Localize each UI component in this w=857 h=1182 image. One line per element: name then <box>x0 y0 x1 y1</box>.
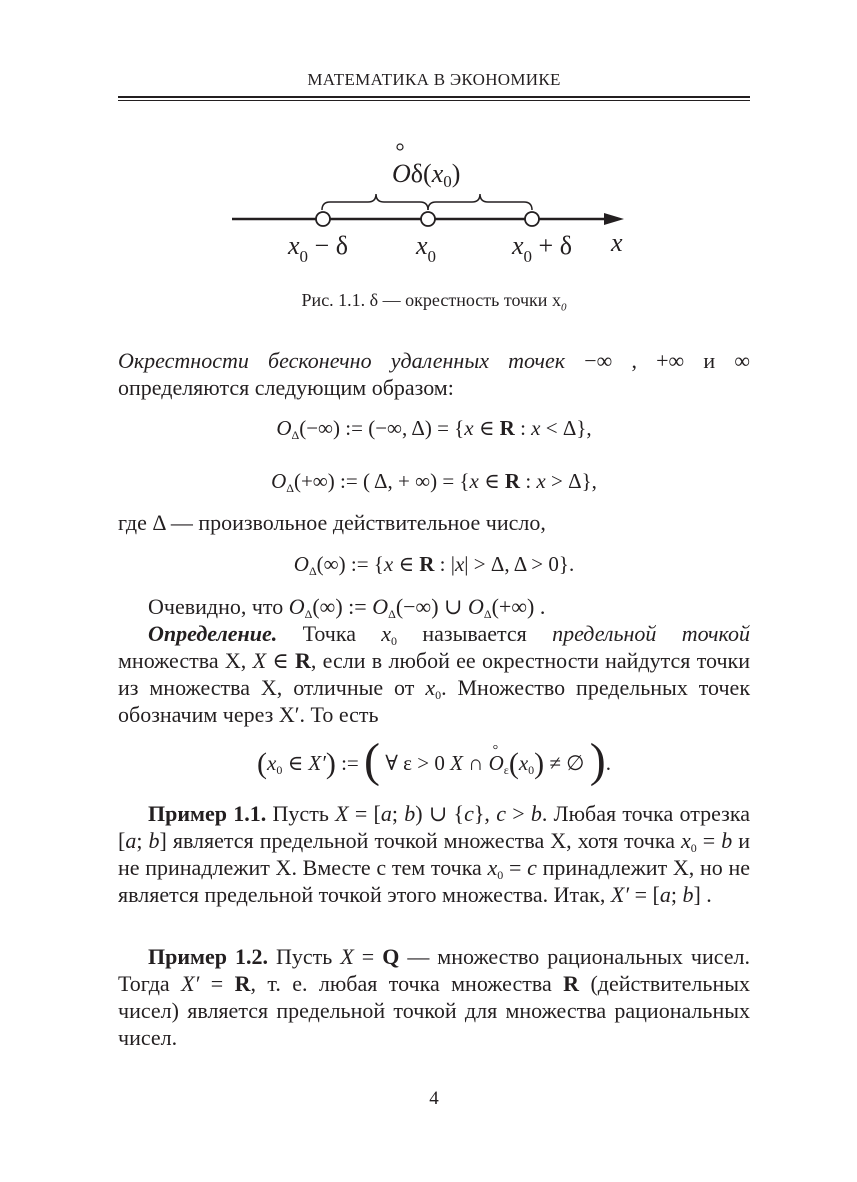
example-1-2: Пример 1.2. Пусть X = Q — множество рациональных чисел. Тогда X′ = R, т. е. любая точка множества R (действительных чисел) является предельной точкой для множества рациональных чисел. <box>118 944 751 1050</box>
paragraph-obviously: Очевидно, что $O_\Delta(\infty)$ := $O_\Delta(-\infty)$ ∪ $O_\Delta(+\infty)$ . <box>148 594 546 621</box>
header-rule-thick <box>118 96 750 98</box>
axis-label-x: x <box>611 228 623 257</box>
formula-neighborhood-plus-infinity: $O_\Delta(+\infty)$ := ( Δ, + ∞) = {x ∈ R : x > Δ}, <box>271 469 597 495</box>
point-x0 <box>421 212 435 226</box>
label-x0: $x_0$ <box>416 231 437 266</box>
brace-right <box>428 194 532 210</box>
paragraph-infinity-neighborhoods-line2: определяются следующим образом: <box>118 375 454 400</box>
axis-arrowhead <box>604 213 624 225</box>
example-1-1: Пример 1.1. Пусть X = [a; b) ∪ {c}, c > b. Любая точка отрезка [a; b] является предельной точкой множества X, хотя точка $x_0 = b$ и не принадлежит X. Вместе с тем точка $x_0 = c$ принадлежит X, но не является предельной точкой этого множества. Итак, X′ = [a; b] . <box>118 801 751 907</box>
paragraph-delta-arbitrary: где Δ — произвольное действительное число, <box>118 510 546 535</box>
point-x0-plus-delta <box>525 212 539 226</box>
punctured-ring-mark <box>397 144 403 150</box>
running-header: МАТЕМАТИКА В ЭКОНОМИКЕ <box>307 70 561 89</box>
label-x0-minus-delta: $x_0 - \delta$ <box>288 231 348 266</box>
header-rule-thin <box>118 100 750 101</box>
formula-neighborhood-minus-infinity: $O_\Delta(-\infty)$ := (−∞, Δ) = {x ∈ R : x < Δ}, <box>276 416 592 442</box>
figure-caption: Рис. 1.1. δ — окрестность точки $x_0$ <box>301 290 567 314</box>
formula-neighborhood-infinity: $O_\Delta(\infty)$ := {x ∈ R : |x| > Δ, Δ > 0}. <box>293 552 575 578</box>
formula-limit-point-definition: ($x_0$ ∈ X′) := ( ∀ ε > 0 X ∩ ° $O_\varepsilon(x_0)$ ≠ ∅ ). <box>118 748 750 778</box>
page-number: 4 <box>429 1088 439 1109</box>
definition-limit-point: Определение. Точка $x_0$ называется предельной точкой множества X, X ∈ R, если в любой ее окрестности найдутся точки из множества X, отличные от $x_0$. Множество предельных точек обозначим через X′. То есть <box>118 621 751 727</box>
paragraph-infinity-neighborhoods-line1: Окрестности бесконечно удаленных точек −∞ , +∞ и ∞ <box>118 348 750 373</box>
delta-neighborhood-figure <box>0 130 857 290</box>
point-x0-minus-delta <box>316 212 330 226</box>
neighborhood-label: Oδ(x0) <box>392 159 461 191</box>
label-x0-plus-delta: $x_0 + \delta$ <box>512 231 572 266</box>
brace-left <box>322 194 428 210</box>
